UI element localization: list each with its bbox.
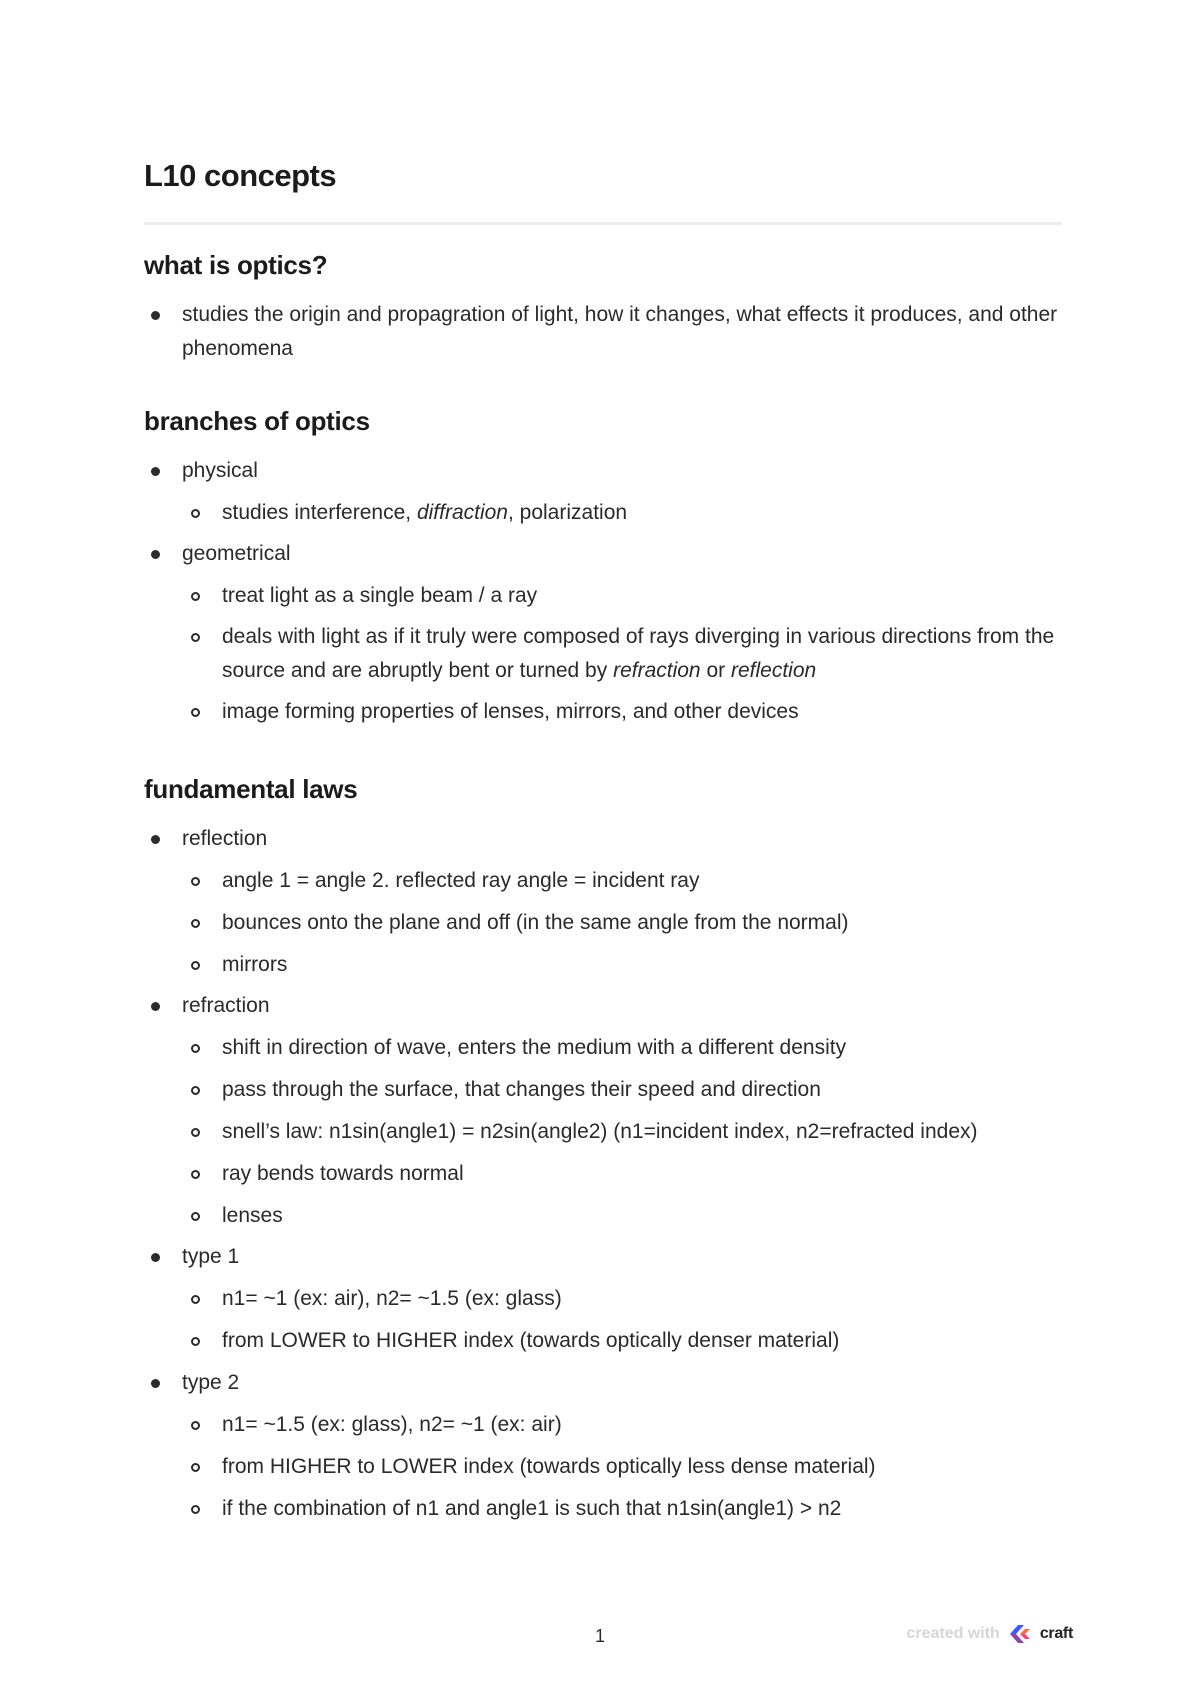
hollow-bullet-icon (191, 633, 200, 642)
sub-list-item (222, 620, 1062, 688)
text-segment: , polarization (507, 501, 628, 524)
sub-list-item (222, 496, 1062, 530)
list-item-text: bounces onto the plane and off (in the same angle from the normal) (222, 911, 849, 934)
sub-list-item (222, 1115, 1062, 1149)
section-heading-branches: branches of optics (144, 406, 370, 436)
emphasis-text: reflection (730, 659, 817, 682)
text-segment: deals with light as if it truly were composed of rays diverging in various directions from the source and are abruptly bent or turned by (222, 625, 1055, 682)
hollow-bullet-icon (191, 1463, 200, 1472)
list-item-text: image forming properties of lenses, mirrors, and other devices (222, 700, 799, 723)
list-item-text: shift in direction of wave, enters the medium with a different density (222, 1036, 847, 1059)
bullet-icon (151, 311, 160, 320)
hollow-bullet-icon (191, 509, 200, 518)
bullet-icon (151, 467, 160, 476)
hollow-bullet-icon (191, 1337, 200, 1346)
section-heading-what-is-optics: what is optics? (144, 250, 328, 280)
list-item (182, 822, 1062, 856)
text-segment: or (700, 659, 731, 682)
sub-list-item (222, 1031, 1062, 1065)
hollow-bullet-icon (191, 1170, 200, 1179)
hollow-bullet-icon (191, 708, 200, 717)
sub-list-item (222, 695, 1062, 729)
bullet-icon (151, 1253, 160, 1262)
sub-list-item (222, 1073, 1062, 1107)
list-item (182, 298, 1062, 366)
craft-brand-text: craft (1039, 1625, 1073, 1642)
created-with-badge[interactable] (906, 1623, 1073, 1645)
list-item-text: mirrors (222, 953, 288, 976)
list-item-text: angle 1 = angle 2. reflected ray angle = incident ray (222, 869, 700, 892)
list-item-text: n1= ~1.5 (ex: glass), n2= ~1 (ex: air) (222, 1413, 562, 1436)
text-segment: studies interference, (222, 501, 417, 524)
page-title: L10 concepts (144, 158, 337, 193)
sub-list-item (222, 864, 1062, 898)
hollow-bullet-icon (191, 592, 200, 601)
list-item-text: pass through the surface, that changes their speed and direction (222, 1078, 821, 1101)
sub-list-item (222, 1408, 1062, 1442)
sub-list-item (222, 948, 1062, 982)
section-heading-fundamental-laws: fundamental laws (144, 774, 358, 804)
hollow-bullet-icon (191, 1044, 200, 1053)
list-item-text: reflection (182, 827, 268, 850)
bullet-icon (151, 835, 160, 844)
list-item (182, 1366, 1062, 1400)
list-item-text: from HIGHER to LOWER index (towards optically less dense material) (222, 1455, 876, 1478)
hollow-bullet-icon (191, 1128, 200, 1137)
list-item-text: type 2 (182, 1371, 240, 1394)
bullet-icon (151, 1379, 160, 1388)
hollow-bullet-icon (191, 1505, 200, 1514)
hollow-bullet-icon (191, 1295, 200, 1304)
list-item-text: type 1 (182, 1245, 240, 1268)
created-with-text: created with (906, 1625, 1000, 1642)
sub-list-item (222, 1492, 1062, 1526)
list-item-text: snell’s law: n1sin(angle1) = n2sin(angle2) (n1=incident index, n2=refracted index) (222, 1120, 978, 1143)
hollow-bullet-icon (191, 877, 200, 886)
list-item-text: n1= ~1 (ex: air), n2= ~1.5 (ex: glass) (222, 1287, 562, 1310)
list-item-text: studies the origin and propagration of light, how it changes, what effects it produces, and other phenomena (182, 303, 1058, 360)
list-item-text: physical (182, 459, 258, 482)
emphasis-text: refraction (613, 659, 701, 682)
bullet-icon (151, 1002, 160, 1011)
list-item-text: lenses (222, 1204, 283, 1227)
list-item (182, 989, 1062, 1023)
list-item-text: ray bends towards normal (222, 1162, 464, 1185)
emphasis-text: diffraction (416, 501, 508, 524)
sub-list-item (222, 906, 1062, 940)
sub-list-item (222, 1157, 1062, 1191)
bullet-icon (151, 550, 160, 559)
sub-list-item (222, 1199, 1062, 1233)
page-number: 1 (594, 1626, 605, 1646)
list-item (182, 454, 1062, 488)
list-item-text: treat light as a single beam / a ray (222, 584, 538, 607)
hollow-bullet-icon (191, 919, 200, 928)
list-item-text: from LOWER to HIGHER index (towards optically denser material) (222, 1329, 840, 1352)
list-item (182, 1240, 1062, 1274)
list-item-text: refraction (182, 994, 270, 1017)
craft-logo-icon (1008, 1623, 1032, 1645)
sub-list-item (222, 579, 1062, 613)
hollow-bullet-icon (191, 1086, 200, 1095)
hollow-bullet-icon (191, 1212, 200, 1221)
title-divider (144, 222, 1062, 225)
list-item (182, 537, 1062, 571)
list-item-text: geometrical (182, 542, 291, 565)
sub-list-item (222, 1324, 1062, 1358)
sub-list-item (222, 1450, 1062, 1484)
hollow-bullet-icon (191, 961, 200, 970)
sub-list-item (222, 1282, 1062, 1316)
hollow-bullet-icon (191, 1421, 200, 1430)
list-item-text: if the combination of n1 and angle1 is such that n1sin(angle1) > n2 (222, 1497, 842, 1520)
